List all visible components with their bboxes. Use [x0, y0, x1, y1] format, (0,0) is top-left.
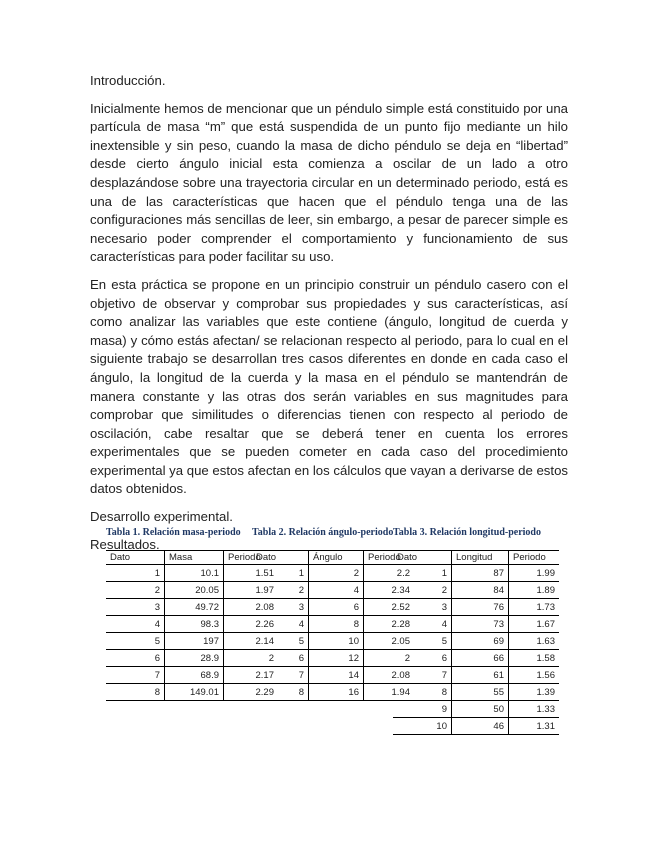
table-cell: 49.72	[165, 599, 224, 616]
table-cell: 4	[106, 616, 165, 633]
table-cell: 149.01	[165, 684, 224, 701]
table-cell: 2.29	[224, 684, 279, 701]
table-cell: 7	[252, 667, 309, 684]
table-angulo-periodo	[252, 527, 414, 701]
table-cell: 10	[309, 633, 364, 650]
table-cell: 3	[252, 599, 309, 616]
table-cell: 2.08	[224, 599, 279, 616]
table-cell: 2.26	[224, 616, 279, 633]
table-cell: 46	[452, 718, 509, 735]
table-cell: 2	[224, 650, 279, 667]
table-cell: 1.73	[509, 599, 560, 616]
table-cell: 6	[106, 650, 165, 667]
table-cell: 1.39	[509, 684, 560, 701]
table-cell: 1.33	[509, 701, 560, 718]
table-cell: 7	[106, 667, 165, 684]
table-row	[252, 582, 414, 599]
table-cell: 61	[452, 667, 509, 684]
table-caption: Tabla 3. Relación longitud-periodo	[393, 527, 541, 538]
column-header: Ángulo	[309, 551, 364, 565]
table-cell: 8	[309, 616, 364, 633]
table-row	[393, 684, 559, 701]
table-cell: 2	[393, 582, 452, 599]
table-cell: 2.28	[364, 616, 415, 633]
table-cell: 1	[393, 565, 452, 582]
paragraph: En esta práctica se propone en un principio construir un péndulo casero con el objetivo de observar y comprobar sus propiedades y sus características, así como analizar las variables que este contiene (ángulo, longitud de cuerda y masa) y cómo estás afectan/ se relacionan respecto al periodo, para lo cual en el siguiente trabajo se desarrollan tres casos diferentes en donde en cada caso el ángulo, la longitud de la cuerda y la masa en el péndulo se mantendrán de manera constante y las otras dos serán variables en sus magnitudes para comprobar que similitudes o diferencias tienen con respecto al periodo de oscilación, cabe resaltar que se deberá tener en cuenta los errores experimentales que se pueden cometer en cada caso del procedimiento experimental ya que estos afectan en los cálculos que vayan a derivarse de estos datos obtenidos.	[90, 276, 568, 497]
table-cell: 6	[252, 650, 309, 667]
table-cell: 98.3	[165, 616, 224, 633]
table-cell: 1.51	[224, 565, 279, 582]
table-longitud-periodo	[393, 527, 559, 735]
column-header: Dato	[393, 551, 452, 565]
table-cell: 5	[106, 633, 165, 650]
data-table	[393, 550, 559, 735]
heading-resultados: Resultados.	[90, 536, 160, 552]
column-header: Periodo	[509, 551, 560, 565]
table-row	[252, 667, 414, 684]
table-cell: 4	[252, 616, 309, 633]
table-row	[393, 667, 559, 684]
table-cell: 84	[452, 582, 509, 599]
table-row	[393, 650, 559, 667]
table-cell: 5	[252, 633, 309, 650]
heading-introduccion: Introducción.	[90, 73, 166, 88]
table-row	[252, 616, 414, 633]
table-cell: 2.17	[224, 667, 279, 684]
table-cell: 2.05	[364, 633, 415, 650]
table-cell: 1.89	[509, 582, 560, 599]
table-cell: 2.2	[364, 565, 415, 582]
table-cell: 1	[106, 565, 165, 582]
table-cell: 5	[393, 633, 452, 650]
column-header: Dato	[252, 551, 309, 565]
table-cell: 14	[309, 667, 364, 684]
paragraph: Inicialmente hemos de mencionar que un péndulo simple está constituido por una partícula de masa “m” que está suspendida de un punto fijo mediante un hilo inextensible y sin peso, cuando la masa de dicho péndulo se deja en “libertad” desde cierto ángulo inicial esta comienza a oscilar de un lado a otro desplazándose sobre una trayectoria circular en un determinado periodo, está es una de las características que hacen que el péndulo tenga una de las configuraciones más sencillas de leer, sin embargo, a pesar de parecer simple es necesario poder comprender el comportamiento y funcionamiento de sus características para poder facilitar su uso.	[90, 100, 568, 265]
table-cell: 8	[252, 684, 309, 701]
column-header: Longitud	[452, 551, 509, 565]
table-cell: 6	[393, 650, 452, 667]
table-cell: 2	[309, 565, 364, 582]
table-cell: 2.34	[364, 582, 415, 599]
table-cell: 10	[393, 718, 452, 735]
body-text	[90, 72, 568, 563]
table-cell: 68.9	[165, 667, 224, 684]
table-cell: 1.56	[509, 667, 560, 684]
table-cell: 76	[452, 599, 509, 616]
table-cell: 1.63	[509, 633, 560, 650]
heading-desarrollo: Desarrollo experimental.	[90, 509, 233, 525]
table-cell: 2.14	[224, 633, 279, 650]
table-cell: 1.31	[509, 718, 560, 735]
table-row	[393, 599, 559, 616]
table-cell: 8	[106, 684, 165, 701]
table-cell: 9	[393, 701, 452, 718]
table-cell: 87	[452, 565, 509, 582]
table-cell: 12	[309, 650, 364, 667]
column-header: Periodo	[224, 551, 279, 565]
table-cell: 55	[452, 684, 509, 701]
table-cell: 4	[393, 616, 452, 633]
column-header: Masa	[165, 551, 224, 565]
table-cell: 1.94	[364, 684, 415, 701]
table-cell: 2	[106, 582, 165, 599]
table-row	[393, 565, 559, 582]
table-cell: 7	[393, 667, 452, 684]
header-row	[393, 551, 559, 565]
column-header: Periodo	[364, 551, 415, 565]
table-cell: 2	[364, 650, 415, 667]
table-row	[393, 718, 559, 735]
table-caption: Tabla 2. Relación ángulo-periodo	[252, 527, 394, 538]
table-cell: 10.1	[165, 565, 224, 582]
table-cell: 1.58	[509, 650, 560, 667]
table-cell: 3	[393, 599, 452, 616]
table-cell: 69	[452, 633, 509, 650]
table-caption: Tabla 1. Relación masa-periodo	[106, 527, 241, 538]
table-cell: 20.05	[165, 582, 224, 599]
data-table	[252, 550, 414, 701]
table-cell: 6	[309, 599, 364, 616]
table-row	[252, 650, 414, 667]
table-cell: 50	[452, 701, 509, 718]
table-cell: 4	[309, 582, 364, 599]
table-row	[393, 701, 559, 718]
table-row	[252, 684, 414, 701]
table-row	[252, 599, 414, 616]
table-cell: 3	[106, 599, 165, 616]
table-cell: 66	[452, 650, 509, 667]
table-cell: 16	[309, 684, 364, 701]
table-cell: 73	[452, 616, 509, 633]
table-row	[393, 616, 559, 633]
table-row	[252, 633, 414, 650]
table-cell: 1.97	[224, 582, 279, 599]
table-cell: 2.52	[364, 599, 415, 616]
table-cell: 1.67	[509, 616, 560, 633]
table-cell: 197	[165, 633, 224, 650]
table-cell: 2	[252, 582, 309, 599]
table-row	[393, 582, 559, 599]
table-cell: 1.99	[509, 565, 560, 582]
table-cell: 1	[252, 565, 309, 582]
table-row	[252, 565, 414, 582]
table-cell: 8	[393, 684, 452, 701]
table-cell: 2.08	[364, 667, 415, 684]
table-cell: 28.9	[165, 650, 224, 667]
table-row	[393, 633, 559, 650]
header-row	[252, 551, 414, 565]
column-header: Dato	[106, 551, 165, 565]
